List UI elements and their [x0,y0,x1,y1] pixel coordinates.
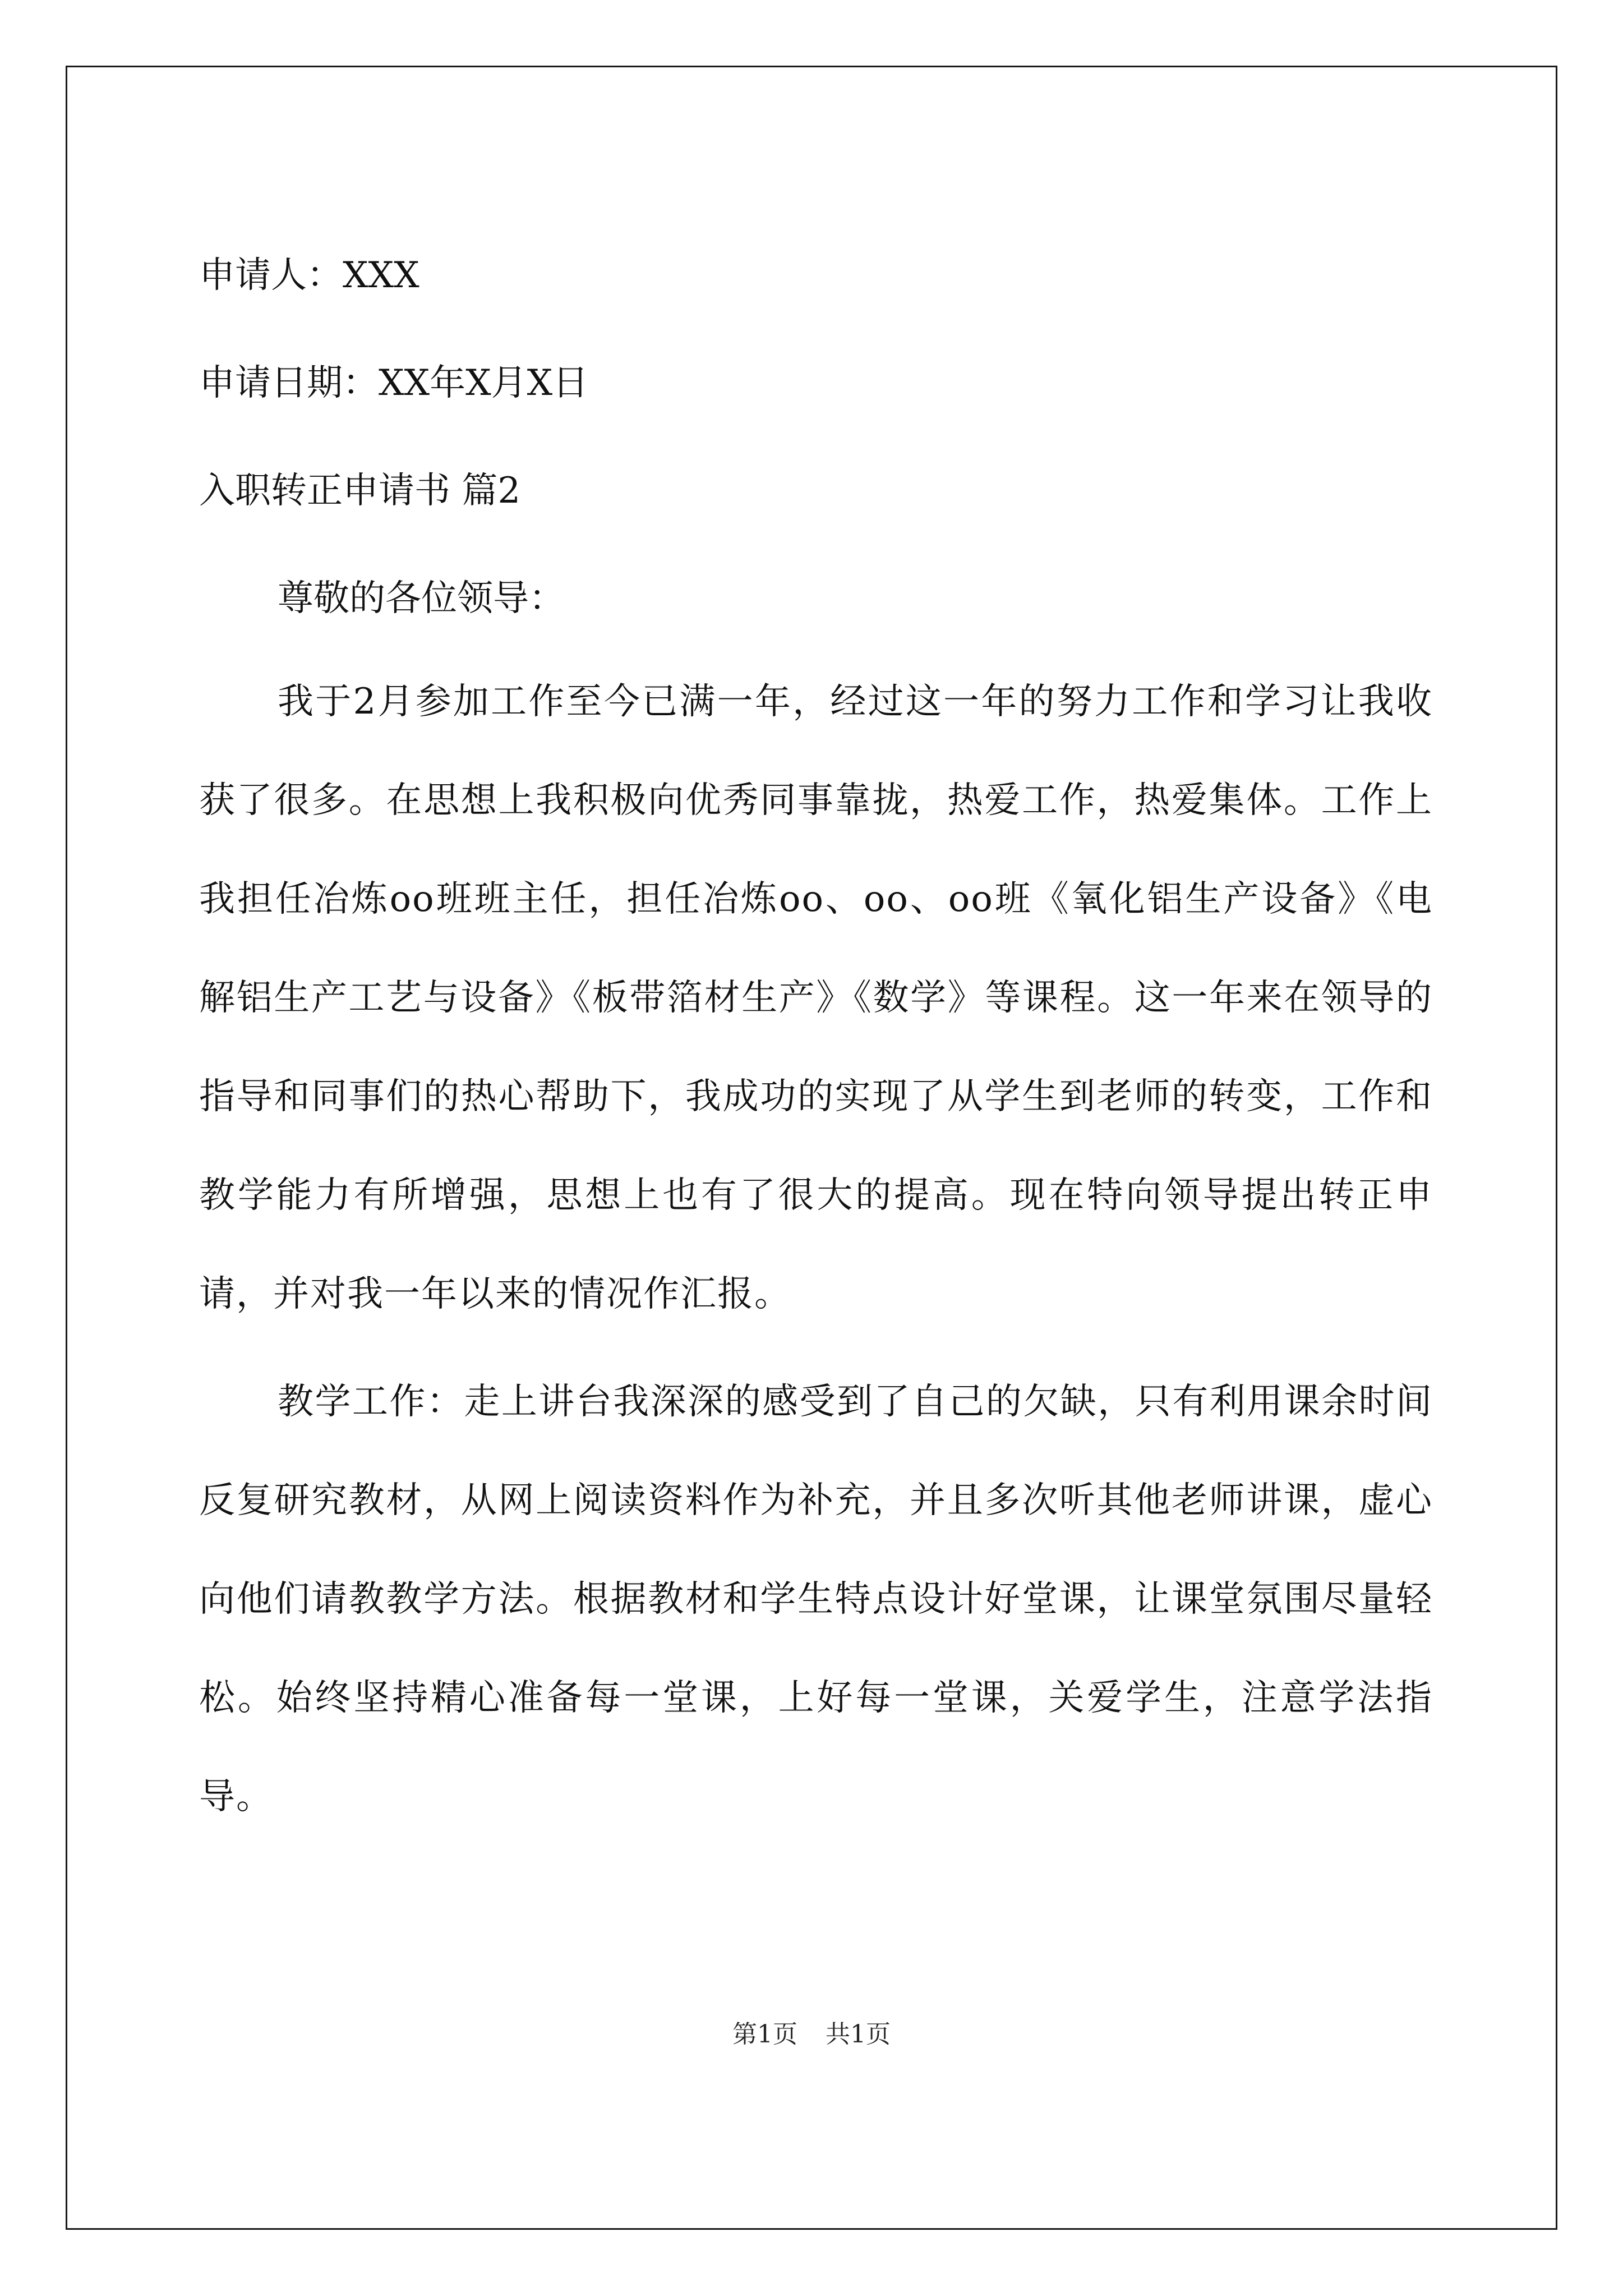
page-current: 第1页 [732,2020,797,2049]
page-footer [0,2014,1623,2050]
applicant-line: 申请人：XXX [199,255,419,296]
page-total: 共1页 [826,2020,891,2049]
salutation: 尊敬的各位领导： [278,578,565,619]
document-body [199,222,1433,1846]
date-line: 申请日期：XX年X月X日 [199,362,589,404]
paragraph-intro: 我于2月参加工作至今已满一年，经过这一年的努力工作和学习让我收获了很多。在思想上我积极向优秀同事靠拢，热爱工作，热爱集体。工作上我担任冶炼oo班班主任，担任冶炼oo、oo、oo班《氧化铝生产设备》《电解铝生产工艺与设备》《板带箔材生产》《数学》等课程。这一年来在领导的指导和同事们的热心帮助下，我成功的实现了从学生到老师的转变，工作和教学能力有所增强，思想上也有了很大的提高。现在特向领导提出转正申请，并对我一年以来的情况作汇报。 [199,681,1433,1315]
paragraph-teaching: 教学工作：走上讲台我深深的感受到了自己的欠缺，只有利用课余时间反复研究教材，从网上阅读资料作为补充，并且多次听其他老师讲课，虚心向他们请教教学方法。根据教材和学生特点设计好堂课，让课堂氛围尽量轻松。始终坚持精心准备每一堂课，上好每一堂课，关爱学生，注意学法指导。 [199,1381,1433,1818]
section-title: 入职转正申请书 篇2 [199,470,521,512]
